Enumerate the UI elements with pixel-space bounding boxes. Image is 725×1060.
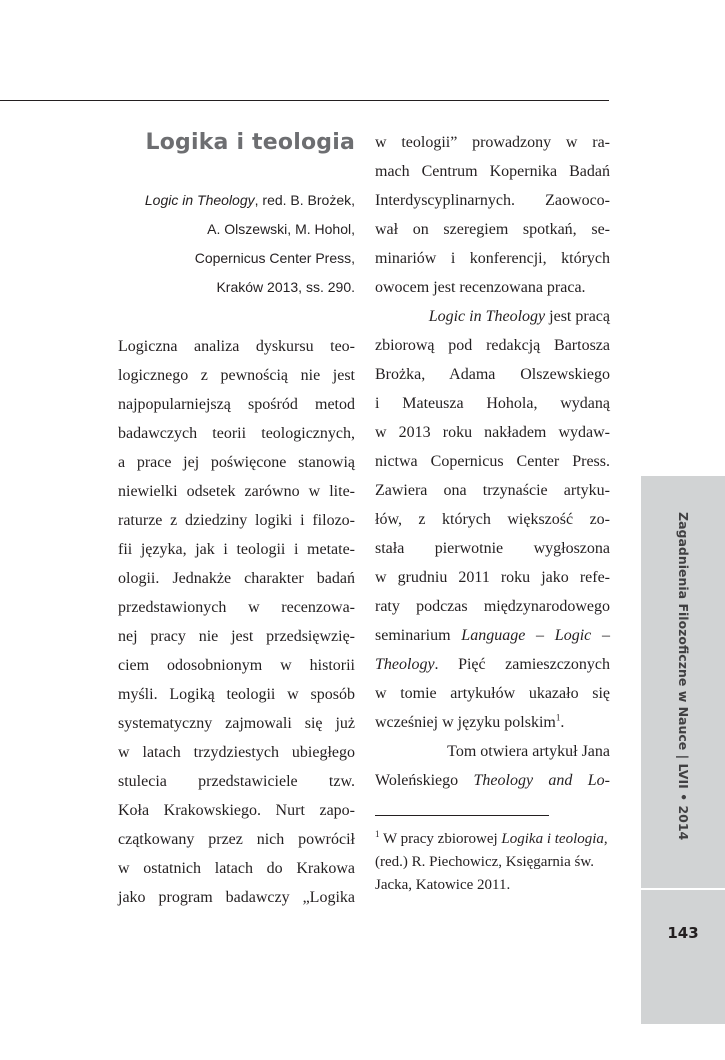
text-line: nej pracy nie jest przedsięwzię- xyxy=(118,628,355,645)
text-line: nictwa Copernicus Center Press. xyxy=(375,453,610,470)
text-line: łów, z których większość zo- xyxy=(375,511,610,528)
text-line: Woleńskiego Theology and Lo- xyxy=(375,772,610,789)
seminar-title-italic: Theology xyxy=(375,656,435,673)
text-line: w latach trzydziestych ubiegłego xyxy=(118,744,355,761)
left-column xyxy=(118,128,355,912)
text-line: w teologii” prowadzony w ra- xyxy=(375,134,610,151)
text-line: minariów i konferencji, których xyxy=(375,250,610,267)
book-title-italic: Logic in Theology xyxy=(428,308,546,325)
text-line: w grudniu 2011 roku jako refe- xyxy=(375,569,610,586)
citation-line: Logic in Theology, red. B. Brożek, xyxy=(144,192,355,208)
text-line: systematyczny zajmowali się już xyxy=(118,715,355,732)
left-body-text xyxy=(118,332,355,912)
article-title-italic: Theology and Lo- xyxy=(473,772,610,789)
text-line: fii języka, jak i teologii i metate- xyxy=(118,541,355,558)
text-line: stulecia przedstawiciele tzw. xyxy=(118,773,355,790)
book-citation xyxy=(118,186,355,302)
text-line: stała pierwotnie wygłoszona xyxy=(375,540,610,557)
text-line: najpopularniejszą spośród metod xyxy=(118,396,355,413)
text-line: raty podczas międzynarodowego xyxy=(375,598,610,615)
text-line: w ostatnich latach do Krakowa xyxy=(118,860,355,877)
text-line: ologii. Jednakże charakter badań xyxy=(118,570,355,587)
footnote: $^1$ W pracy zbiorowej Logika i teologia, (red.) R. Piechowicz, Księgarnia św. Jacka, Katowice 2011. xyxy=(375,829,608,893)
text-line: wał on szeregiem spotkań, se- xyxy=(375,221,610,238)
text-line: seminarium Language – Logic – xyxy=(375,627,610,644)
text-line: raturze z dziedziny logiki i filozo- xyxy=(118,512,355,529)
text-line: Zawiera ona trzynaście artyku- xyxy=(375,482,610,499)
review-title: Logika i teologia xyxy=(145,130,355,155)
text-line: badawczych teorii teologicznych, xyxy=(118,425,355,442)
footnote-reference[interactable]: 1 xyxy=(555,712,561,723)
journal-running-title: Zagadnienia Filozoficzne w Nauce | LVII • 2014 xyxy=(676,512,691,841)
text-line: w 2013 roku nakładem wydaw- xyxy=(375,424,610,441)
footnote-number: 1 xyxy=(375,829,380,839)
right-column xyxy=(375,128,610,897)
text-line: a prace jej poświęcone stanowią xyxy=(118,454,355,471)
text-line: jako program badawczy „Logika xyxy=(118,889,355,906)
text-line: przedstawionych w recenzowa- xyxy=(118,599,355,616)
text-line: Logic in Theology jest pracą xyxy=(428,308,610,325)
text-line: logicznego z pewnością nie jest xyxy=(118,367,355,384)
text-line: Brożka, Adama Olszewskiego xyxy=(375,366,610,383)
footnote-book-title: Logika i teologia xyxy=(501,831,604,847)
text-line: Theology. Pięć zamieszczonych xyxy=(375,656,610,673)
text-line: Tom otwiera artykuł Jana xyxy=(447,743,610,760)
right-body-text xyxy=(375,128,610,795)
text-line: Interdyscyplinarnych. Zaowoco- xyxy=(375,192,610,209)
text-line: Koła Krakowskiego. Nurt zapo- xyxy=(118,802,355,819)
text-line: ciem odosobnionym w historii xyxy=(118,657,355,674)
citation-book-title: Logic in Theology xyxy=(144,192,255,208)
citation-line: A. Olszewski, M. Hohol, xyxy=(207,221,355,237)
text-line: i Mateusza Hohola, wydaną xyxy=(375,395,610,412)
page-number: 143 xyxy=(667,924,699,942)
text-line: owocem jest recenzowana praca. xyxy=(375,279,586,296)
citation-line: Copernicus Center Press, xyxy=(194,250,355,266)
footnote-rule xyxy=(375,815,549,816)
text-line: wcześniej w języku polskim$^1$. xyxy=(375,712,565,731)
text-line: mach Centrum Kopernika Badań xyxy=(375,163,610,180)
header-rule xyxy=(0,100,609,101)
text-line: zbiorową pod redakcją Bartosza xyxy=(375,337,610,354)
text-line: myśli. Logiką teologii w sposób xyxy=(118,686,355,703)
text-line: czątkowany przez nich powrócił xyxy=(118,831,355,848)
seminar-title-italic: Language – Logic – xyxy=(461,627,610,644)
text-line: w tomie artykułów ukazało się xyxy=(375,685,610,702)
text-line: Logiczna analiza dyskursu teo- xyxy=(118,338,355,355)
citation-line: Kraków 2013, ss. 290. xyxy=(216,279,355,295)
text-line: niewielki odsetek zarówno w lite- xyxy=(118,483,355,500)
